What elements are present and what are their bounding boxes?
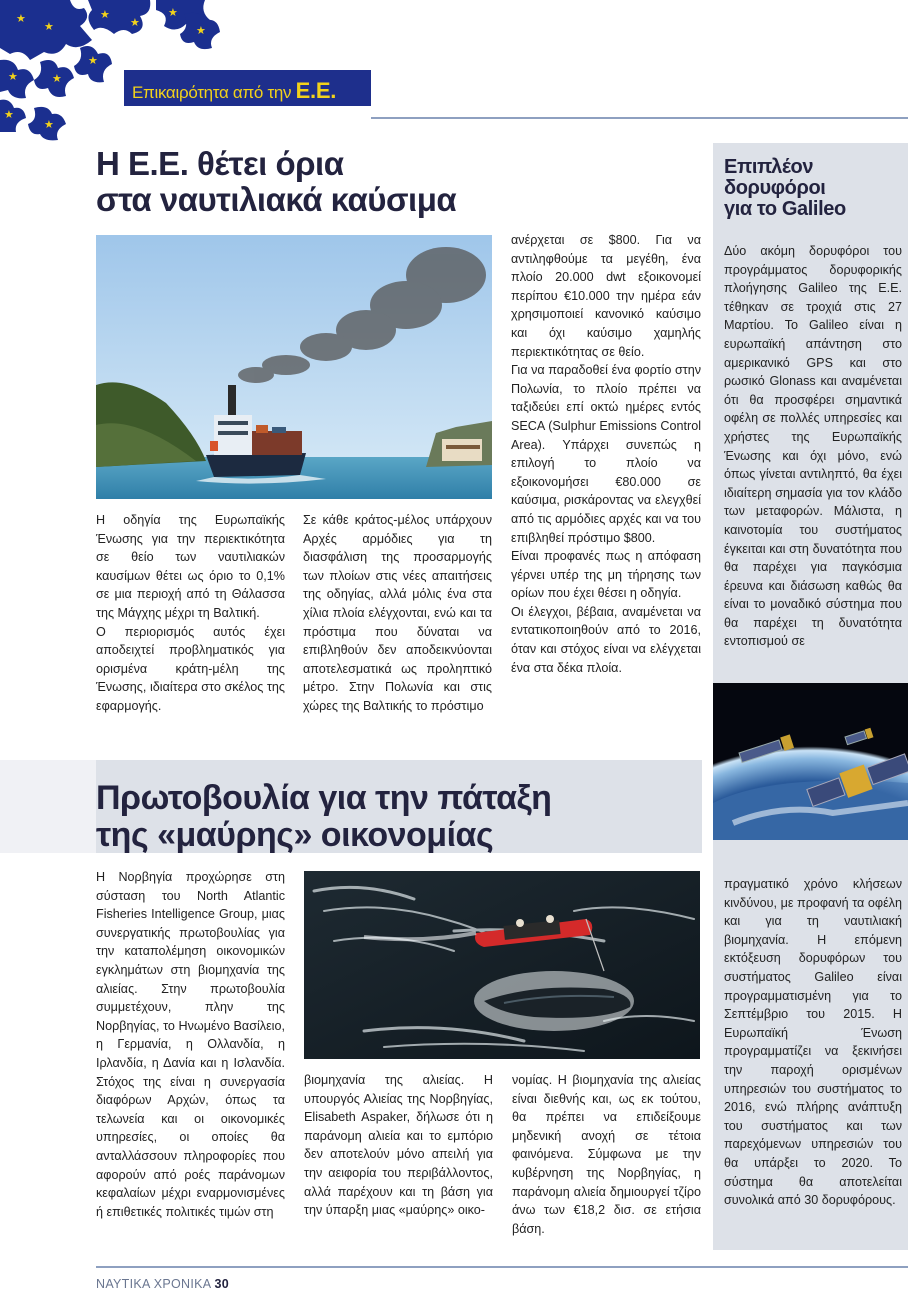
section-banner bbox=[124, 70, 371, 106]
footer bbox=[96, 1277, 229, 1291]
sidebar-text-bottom: πραγματικό χρόνο κλήσεων κινδύνου, με προφανή τα οφέλη και για τη ναυτιλιακή βιομηχανία. Η επόμενη εκτόξευση δορυφόρων του συστήματος Galileo είναι προγραμματισμένη για το Σεπτέμβριο του 2015. Η Ευρωπαϊκή Ένωση προγραμματίζει να ξεκινήσει την παροχή ορισμένων υπηρεσιών του συστήματος το 2016, ενώ πλήρης ανάπτυξη του συστήματος και των παρεχόμενων υπηρεσιών του θα υπάρξει το 2020. Το σύστημα θα αποτελείται συνολικά από 30 δορυφόρους. bbox=[724, 877, 902, 1208]
article2-column2: βιομηχανία της αλιείας. Η υπουργός Αλιείας της Νορβηγίας, Elisabeth Aspaker, δήλωσε ότι η παράνομη αλιεία και το εμπόριο δεν αποτελούν μόνο απειλή για την αειφορία του περιβάλλοντος, αλλά παρέχουν και τη βάση για την ύπαρξη μιας «μαύρης» οικο- bbox=[304, 1073, 493, 1218]
article2-column1-spacer bbox=[96, 838, 285, 868]
page-number: 30 bbox=[214, 1277, 230, 1291]
header-rule bbox=[371, 117, 908, 119]
svg-text:★: ★ bbox=[88, 54, 98, 67]
article1-column2: Σε κάθε κράτος-μέλος υπάρχουν Αρχές αρμόδιες για τη διασφάλιση της προσαρμογής των πλοίων στις νέες απαιτήσεις της οδηγίας, αλλά μόλις ένα στα χίλια πλοία ελέγχονται, ενώ και τα πρόστιμα που δύναται να επιβληθούν δεν αποδεικνύονται αποτελεσματικά ως προληπτικό μέτρο. Στην Πολωνία και στις χώρες της Βαλτικής το πρόστιμο bbox=[303, 513, 492, 713]
article1-title: Η Ε.Ε. θέτει όρια στα ναυτιλιακά καύσιμα bbox=[96, 145, 457, 218]
sidebar-text-top: Δύο ακόμη δορυφόροι του προγράμματος δορυφορικής πλοήγησης Galileo της Ε.Ε. τέθηκαν σε τροχιά στις 27 Μαρτίου. Το Galileo είναι η ευρωπαϊκή απάντηση στο αμερικανικό GPS και στο ρωσικό Glonass και αναμένεται ότι θα προσφέρει σημαντικά οφέλη σε πολλές υπηρεσίες και χρήστες της Ευρωπαϊκής Ένωσης και όχι μόνο, ενώ όπως γίνεται αντιληπτό, θα έχει ιδιαίτερη σημασία για τον κλάδο των μεταφορών. Μάλιστα, η καινοτομία του συστήματος έγκειται και στη δυνατότητα που θα παρέχει για παγκόσμια έρευνα και διάσωση καθώς θα είναι το μοναδικό σύστημα που θα παρέχει τη δυνατότητα εντοπισμού σε bbox=[724, 244, 902, 649]
svg-text:★: ★ bbox=[8, 70, 18, 83]
publication-name: ΝΑΥΤΙΚΑ ΧΡΟΝΙΚΑ bbox=[96, 1277, 211, 1291]
article2-title-band-edge bbox=[0, 760, 96, 853]
svg-text:★: ★ bbox=[44, 20, 54, 33]
svg-text:★: ★ bbox=[130, 16, 140, 29]
svg-text:★: ★ bbox=[52, 72, 62, 85]
section-banner-label: Επικαιρότητα από την Ε.Ε. bbox=[132, 78, 337, 103]
sidebar-title: Επιπλέον δορυφόροι για το Galileo bbox=[724, 156, 846, 220]
article1-column1: Η οδηγία της Ευρωπαϊκής Ένωσης για την περιεκτικότητα σε θείο των ναυτιλιακών καυσίμων θέτει ως όριο το 0,1% σε μια περιοχή από τη Θάλασσα της Μάγχης μέχρι τη Βαλτική. Ο περιορισμός αυτός έχει αποδειχτεί προβληματικός για ορισμένα κράτη-μέλη της Ένωσης, ιδιαίτερα στο σκέλος της εφαρμογής. bbox=[96, 513, 285, 713]
svg-text:★: ★ bbox=[168, 6, 178, 19]
satellite-photo bbox=[713, 683, 908, 840]
article2-title: Πρωτοβουλία για την πάταξη της «μαύρης» οικονομίας bbox=[96, 779, 552, 854]
svg-text:★: ★ bbox=[196, 24, 206, 37]
footer-rule bbox=[96, 1266, 908, 1268]
ship-photo bbox=[96, 235, 492, 499]
article2-column3: νομίας. Η βιομηχανία της αλιείας είναι διεθνής και, ως εκ τούτου, θα πρέπει να επιδείξουμε μηδενική ανοχή σε τέτοια φαινόμενα. Σύμφωνα με την κυβέρνηση της Νορβηγίας, η παράνομη αλιεία δημιουργεί τζίρο άνω των €18,2 δισ. σε ετήσια βάση. bbox=[512, 1073, 701, 1236]
svg-text:★: ★ bbox=[4, 108, 14, 121]
article2-column1: Η Νορβηγία προχώρησε στη σύσταση του North Atlantic Fisheries Intelligence Group, μιας συνεργατικής πρωτοβουλίας για την καταπολέμηση οικονομικών εγκλημάτων στη βιομηχανία της αλιείας. Στην πρωτοβουλία συμμετέχουν, πλην της Νορβηγίας, το Ηνωμένο Βασίλειο, η Γερμανία, η Ολλανδία, η Ιρλανδία, η Δανία και η Ισλανδία. Στόχος της είναι η συνεργασία διαφόρων Αρχών, όπως τα τελωνεία και οι οικονομικές υπηρεσίες, οι οποίες θα ανταλλάσσουν πληροφορίες που αφορούν από ροές παράνομων κεφαλαίων μέχρι εναρμονισμένες ή επιθετικές πολιτικές τιμών στη bbox=[96, 838, 285, 1221]
article1-column3: ανέρχεται σε $800. Για να αντιληφθούμε τα μεγέθη, ένα πλοίο 20.000 dwt εξοικονομεί περίπου €10.000 την ημέρα εάν χρησιμοποιεί κανονικό καύσιμο και όχι καύσιμο χαμηλής περιεκτικότητας σε θείο. Για να παραδοθεί ένα φορτίο στην Πολωνία, το πλοίο πρέπει να ταξιδεύει επί οκτώ ημέρες εντός SECA (Sulphur Emissions Control Area). Υπάρχει συνεπώς η επιλογή το πλοίο να εξοικονομήσει €80.000 σε καύσιμα, ρισκάροντας να ελεγχθεί από τις αρμόδιες αρχές και να του επιβληθεί πρόστιμο $800. Είναι προφανές πως η απόφαση γέρνει υπέρ της μη τήρησης των ορίων που έχει θέσει η οδηγία. Οι έλεγχοι, βέβαια, αναμένεται να εντατικοποιηθούν από το 2016, όταν και στόχος είναι να ελέγχεται ένα στα δέκα πλοία. bbox=[511, 233, 701, 675]
whale-photo bbox=[304, 871, 700, 1059]
svg-text:★: ★ bbox=[16, 12, 26, 25]
svg-text:★: ★ bbox=[44, 118, 54, 131]
svg-text:★: ★ bbox=[100, 8, 110, 21]
